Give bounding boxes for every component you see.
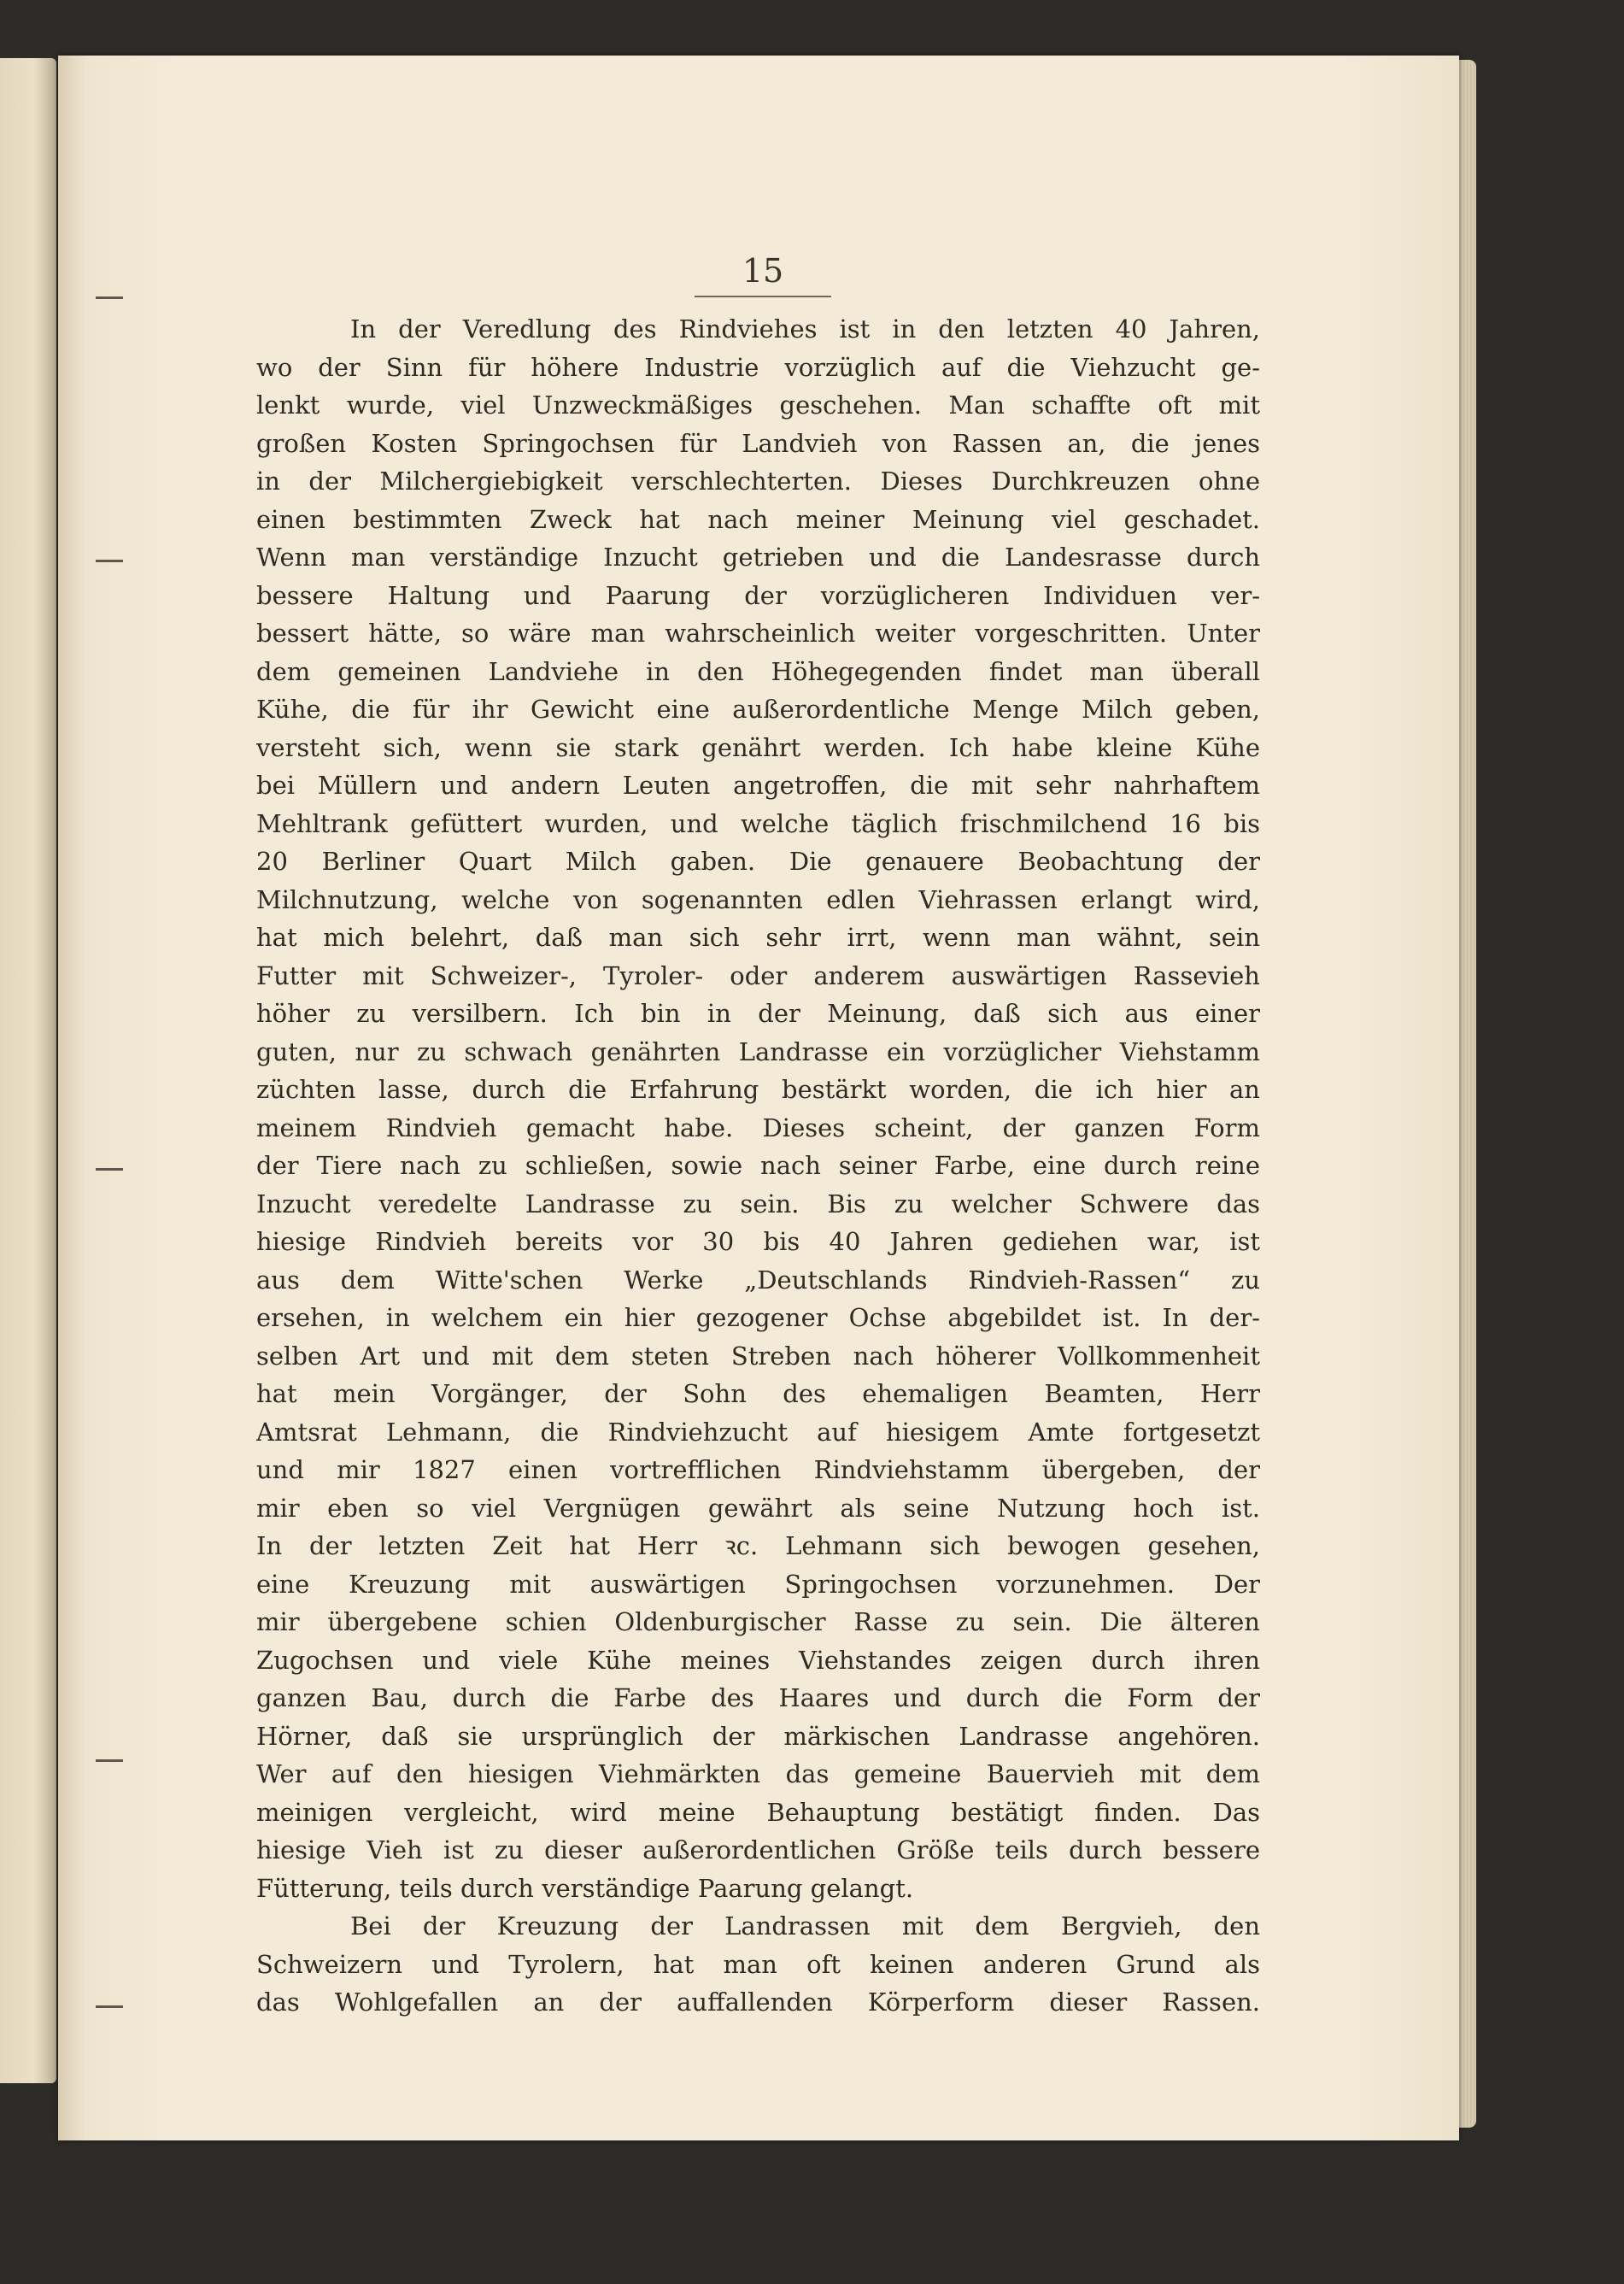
text-line: aus dem Witte'schen Werke „Deutschlands Rindvieh-Rassen“ zu (256, 1265, 1260, 1295)
text-line: bessere Haltung und Paarung der vorzüglicheren Individuen ver- (256, 580, 1260, 610)
text-line: Hörner, daß sie ursprünglich der märkischen Landrasse angehören. (256, 1721, 1260, 1751)
text-line: selben Art und mit dem steten Streben nach höherer Vollkommenheit (256, 1341, 1260, 1371)
text-line: Zugochsen und viele Kühe meines Viehstandes zeigen durch ihren (256, 1645, 1260, 1675)
margin-mark (96, 1168, 123, 1171)
text-line: der Tiere nach zu schließen, sowie nach seiner Farbe, eine durch reine (256, 1151, 1260, 1180)
text-line: höher zu versilbern. Ich bin in der Meinung, daß sich aus einer (256, 999, 1260, 1028)
text-line: großen Kosten Springochsen für Landvieh von Rassen an, die jenes (256, 428, 1260, 458)
text-line: einen bestimmten Zweck hat nach meiner Meinung viel geschadet. (256, 504, 1260, 534)
text-line: in der Milchergiebigkeit verschlechterten. Dieses Durchkreuzen ohne (256, 467, 1260, 496)
text-line: das Wohlgefallen an der auffallenden Körperform dieser Rassen. (256, 1987, 1260, 2017)
text-line: Mehltrank gefüttert wurden, und welche täglich frischmilchend 16 bis (256, 808, 1260, 838)
text-line: Milchnutzung, welche von sogenannten edlen Viehrassen erlangt wird, (256, 884, 1260, 914)
text-line: züchten lasse, durch die Erfahrung bestärkt worden, die ich hier an (256, 1075, 1260, 1104)
margin-mark (96, 2005, 123, 2008)
text-line: bessert hätte, so wäre man wahrscheinlich weiter vorgeschritten. Unter (256, 619, 1260, 648)
text-line: wo der Sinn für höhere Industrie vorzüglich auf die Viehzucht ge- (256, 352, 1260, 382)
text-line: eine Kreuzung mit auswärtigen Springochsen vorzunehmen. Der (256, 1569, 1260, 1599)
text-line: guten, nur zu schwach genährten Landrasse ein vorzüglicher Viehstamm (256, 1036, 1260, 1066)
text-line: und mir 1827 einen vortrefflichen Rindviehstamm übergeben, der (256, 1455, 1260, 1484)
text-line: meinigen vergleicht, wird meine Behauptung bestätigt finden. Das (256, 1797, 1260, 1827)
text-line: In der letzten Zeit hat Herr ꝛc. Lehmann sich bewogen gesehen, (256, 1531, 1260, 1560)
text-line: Bei der Kreuzung der Landrassen mit dem Bergvieh, den (350, 1911, 1260, 1941)
page-number: 15 (742, 252, 784, 290)
text-line: hat mich belehrt, daß man sich sehr irrt, wenn man wähnt, sein (256, 923, 1260, 952)
text-line: hat mein Vorgänger, der Sohn des ehemaligen Beamten, Herr (256, 1379, 1260, 1408)
text-line: ganzen Bau, durch die Farbe des Haares und durch die Form der (256, 1683, 1260, 1712)
left-page-edge (0, 58, 56, 2083)
text-line: ersehen, in welchem ein hier gezogener Ochse abgebildet ist. In der- (256, 1303, 1260, 1332)
text-line: lenkt wurde, viel Unzweckmäßiges geschehen. Man schaffte oft mit (256, 390, 1260, 420)
text-line: Futter mit Schweizer-, Tyroler- oder anderem auswärtigen Rassevieh (256, 960, 1260, 990)
text-line: mir übergebene schien Oldenburgischer Rasse zu sein. Die älteren (256, 1607, 1260, 1636)
book-page (58, 56, 1459, 2140)
margin-mark (96, 1759, 123, 1762)
text-line: Inzucht veredelte Landrasse zu sein. Bis zu welcher Schwere das (256, 1189, 1260, 1218)
text-line: Schweizern und Tyrolern, hat man oft keinen anderen Grund als (256, 1949, 1260, 1979)
text-line: mir eben so viel Vergnügen gewährt als seine Nutzung hoch ist. (256, 1493, 1260, 1523)
text-line: meinem Rindvieh gemacht habe. Dieses scheint, der ganzen Form (256, 1113, 1260, 1142)
margin-mark (96, 297, 123, 299)
text-line: bei Müllern und andern Leuten angetroffen, die mit sehr nahrhaftem (256, 771, 1260, 800)
page-number-rule (695, 296, 831, 297)
text-line: Fütterung, teils durch verständige Paarung gelangt. (256, 1873, 914, 1903)
body-text (256, 310, 1260, 2022)
text-line: Wer auf den hiesigen Viehmärkten das gemeine Bauervieh mit dem (256, 1759, 1260, 1788)
text-line: Kühe, die für ihr Gewicht eine außerordentliche Menge Milch geben, (256, 695, 1260, 724)
text-line: In der Veredlung des Rindviehes ist in den letzten 40 Jahren, (350, 314, 1260, 343)
margin-mark (96, 560, 123, 562)
text-line: Wenn man verständige Inzucht getrieben und die Landesrasse durch (256, 543, 1260, 572)
text-line: 20 Berliner Quart Milch gaben. Die genauere Beobachtung der (256, 847, 1260, 876)
text-line: hiesige Rindvieh bereits vor 30 bis 40 Jahren gediehen war, ist (256, 1227, 1260, 1256)
text-line: hiesige Vieh ist zu dieser außerordentlichen Größe teils durch bessere (256, 1835, 1260, 1864)
text-line: dem gemeinen Landviehe in den Höhegegenden findet man überall (256, 656, 1260, 686)
text-line: versteht sich, wenn sie stark genährt werden. Ich habe kleine Kühe (256, 732, 1260, 762)
text-line: Amtsrat Lehmann, die Rindviehzucht auf hiesigem Amte fortgesetzt (256, 1417, 1260, 1447)
